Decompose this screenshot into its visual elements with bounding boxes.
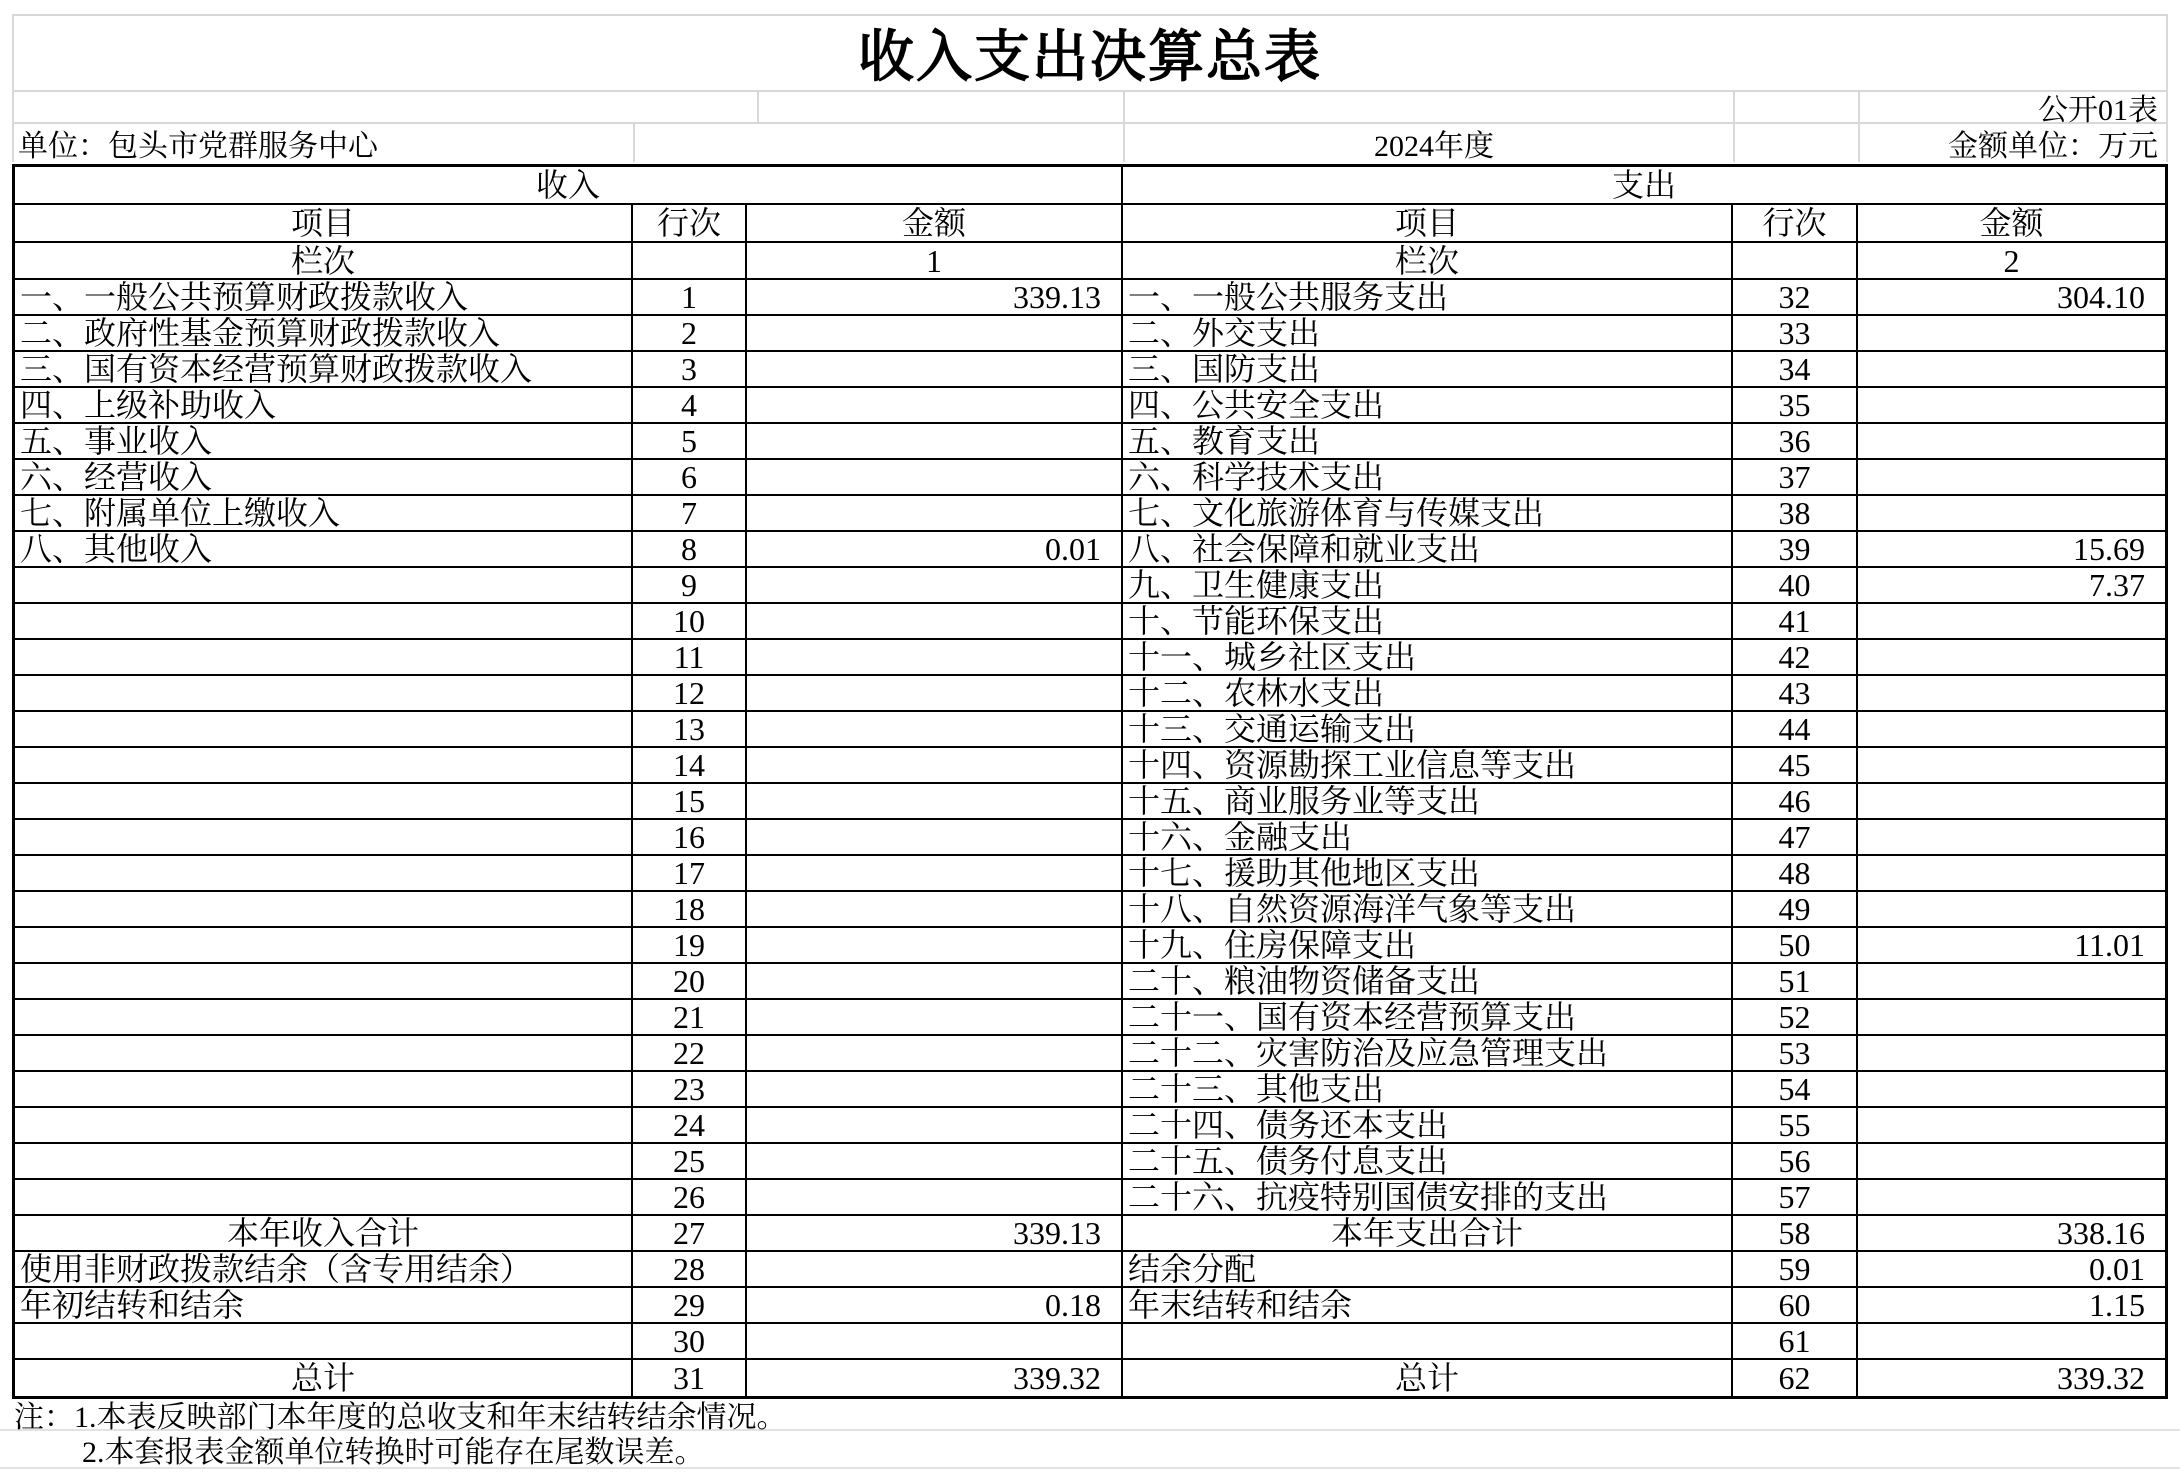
expense-rowno-cell: 53: [1733, 1036, 1858, 1072]
expense-item-cell: 八、社会保障和就业支出: [1123, 532, 1733, 568]
income-rowno-cell: 30: [633, 1324, 747, 1360]
income-rowno-cell: 28: [633, 1252, 747, 1288]
expense-item-header: 项目: [1123, 205, 1733, 243]
expense-amount-cell: [1858, 388, 2165, 424]
income-rowno-cell: 3: [633, 352, 747, 388]
expense-rowno-cell: 46: [1733, 784, 1858, 820]
income-rowno-cell: 22: [633, 1036, 747, 1072]
income-amount-cell: [747, 640, 1123, 676]
income-item-cell: 二、政府性基金预算财政拨款收入: [15, 316, 633, 352]
expense-amount-cell: [1858, 1108, 2165, 1144]
expense-amount-cell: 0.01: [1858, 1252, 2165, 1288]
income-section-header: 收入: [15, 167, 1123, 205]
income-rowno-cell: 8: [633, 532, 747, 568]
sheet-header: [12, 14, 2168, 162]
expense-amount-cell: [1858, 1180, 2165, 1216]
expense-amount-cell: 7.37: [1858, 568, 2165, 604]
income-amount-cell: [747, 424, 1123, 460]
expense-band-label: 栏次: [1123, 243, 1733, 280]
income-amount-cell: [747, 352, 1123, 388]
expense-rowno-cell: 32: [1733, 280, 1858, 316]
gridline: [757, 92, 759, 122]
expense-item-cell: 十一、城乡社区支出: [1123, 640, 1733, 676]
income-item-cell: 五、事业收入: [15, 424, 633, 460]
income-amount-cell: [747, 712, 1123, 748]
expense-item-cell: 三、国防支出: [1123, 352, 1733, 388]
expense-item-cell: 十六、金融支出: [1123, 820, 1733, 856]
expense-rowno-cell: 49: [1733, 892, 1858, 928]
income-band-empty-cell: [633, 243, 747, 280]
expense-item-cell: [1123, 1324, 1733, 1360]
income-item-cell: 一、一般公共预算财政拨款收入: [15, 280, 633, 316]
income-item-cell: 本年收入合计: [15, 1216, 633, 1252]
expense-item-cell: 二十一、国有资本经营预算支出: [1123, 1000, 1733, 1036]
expense-rowno-cell: 56: [1733, 1144, 1858, 1180]
expense-rowno-cell: 47: [1733, 820, 1858, 856]
income-amount-cell: [747, 388, 1123, 424]
expense-amount-cell: [1858, 604, 2165, 640]
expense-amount-cell: [1858, 748, 2165, 784]
income-rowno-cell: 6: [633, 460, 747, 496]
expense-col-index: 2: [1858, 243, 2165, 280]
income-amount-cell: [747, 460, 1123, 496]
income-item-cell: 年初结转和结余: [15, 1288, 633, 1324]
income-amount-header: 金额: [747, 205, 1123, 243]
income-amount-cell: [747, 748, 1123, 784]
expense-amount-cell: [1858, 424, 2165, 460]
expense-rowno-cell: 58: [1733, 1216, 1858, 1252]
expense-rowno-cell: 59: [1733, 1252, 1858, 1288]
income-item-header: 项目: [15, 205, 633, 243]
expense-rowno-cell: 45: [1733, 748, 1858, 784]
income-amount-cell: [747, 928, 1123, 964]
expense-rowno-cell: 62: [1733, 1360, 1858, 1396]
income-item-cell: [15, 748, 633, 784]
expense-item-cell: 十八、自然资源海洋气象等支出: [1123, 892, 1733, 928]
income-rowno-cell: 31: [633, 1360, 747, 1396]
income-item-cell: 总计: [15, 1360, 633, 1396]
income-rowno-cell: 10: [633, 604, 747, 640]
income-rowno-cell: 7: [633, 496, 747, 532]
expense-rowno-cell: 39: [1733, 532, 1858, 568]
expense-rowno-cell: 61: [1733, 1324, 1858, 1360]
income-item-cell: [15, 820, 633, 856]
expense-section-header: 支出: [1123, 167, 2165, 205]
expense-amount-cell: 304.10: [1858, 280, 2165, 316]
income-rowno-cell: 1: [633, 280, 747, 316]
income-item-cell: [15, 1036, 633, 1072]
expense-band-empty-cell: [1733, 243, 1858, 280]
income-rowno-cell: 17: [633, 856, 747, 892]
income-rowno-cell: 16: [633, 820, 747, 856]
note-text-1: 注：1.本表反映部门本年度的总收支和年末结转结余情况。: [14, 1401, 787, 1434]
expense-amount-cell: [1858, 1072, 2165, 1108]
expense-item-cell: 二十二、灾害防治及应急管理支出: [1123, 1036, 1733, 1072]
income-amount-cell: [747, 964, 1123, 1000]
expense-rowno-cell: 34: [1733, 352, 1858, 388]
gridline: [1123, 92, 1125, 122]
income-amount-cell: [747, 496, 1123, 532]
income-item-cell: 七、附属单位上缴收入: [15, 496, 633, 532]
income-amount-cell: [747, 892, 1123, 928]
amount-unit: 金额单位：万元: [1948, 130, 2158, 163]
expense-item-cell: 十五、商业服务业等支出: [1123, 784, 1733, 820]
income-item-cell: 八、其他收入: [15, 532, 633, 568]
income-rowno-cell: 18: [633, 892, 747, 928]
expense-item-cell: 十二、农林水支出: [1123, 676, 1733, 712]
income-amount-cell: [747, 820, 1123, 856]
income-item-cell: [15, 640, 633, 676]
expense-rowno-cell: 55: [1733, 1108, 1858, 1144]
notes: [0, 1399, 2180, 1469]
income-item-cell: 四、上级补助收入: [15, 388, 633, 424]
income-amount-cell: [747, 604, 1123, 640]
expense-amount-cell: [1858, 496, 2165, 532]
income-item-cell: 六、经营收入: [15, 460, 633, 496]
expense-rowno-cell: 35: [1733, 388, 1858, 424]
income-rowno-cell: 26: [633, 1180, 747, 1216]
expense-amount-cell: 338.16: [1858, 1216, 2165, 1252]
expense-amount-cell: [1858, 892, 2165, 928]
expense-item-cell: 年末结转和结余: [1123, 1288, 1733, 1324]
expense-amount-cell: [1858, 1144, 2165, 1180]
income-amount-cell: [747, 784, 1123, 820]
expense-amount-cell: [1858, 1324, 2165, 1360]
expense-amount-cell: [1858, 640, 2165, 676]
expense-amount-cell: [1858, 460, 2165, 496]
main-table: [12, 164, 2168, 1399]
gridline: [1858, 92, 1860, 122]
expense-item-cell: 十四、资源勘探工业信息等支出: [1123, 748, 1733, 784]
expense-item-cell: 十七、援助其他地区支出: [1123, 856, 1733, 892]
expense-amount-cell: 339.32: [2057, 1360, 2145, 1396]
income-item-cell: [15, 1180, 633, 1216]
expense-rowno-cell: 33: [1733, 316, 1858, 352]
expense-item-cell: 十、节能环保支出: [1123, 604, 1733, 640]
income-item-cell: 使用非财政拨款结余（含专用结余）: [15, 1252, 633, 1288]
income-item-cell: [15, 712, 633, 748]
gridline: [633, 124, 635, 162]
income-amount-cell: [747, 856, 1123, 892]
income-rowno-header: 行次: [633, 205, 747, 243]
income-amount-cell: [747, 1036, 1123, 1072]
expense-item-cell: 一、一般公共服务支出: [1123, 280, 1733, 316]
expense-rowno-cell: 43: [1733, 676, 1858, 712]
expense-amount-cell: [1858, 1036, 2165, 1072]
expense-amount-cell: [1858, 964, 2165, 1000]
meta-row: [14, 124, 2166, 162]
income-rowno-cell: 5: [633, 424, 747, 460]
expense-rowno-cell: 44: [1733, 712, 1858, 748]
income-rowno-cell: 25: [633, 1144, 747, 1180]
income-item-cell: [15, 568, 633, 604]
income-amount-cell: [747, 1180, 1123, 1216]
income-item-cell: [15, 604, 633, 640]
gridline: [1733, 92, 1735, 122]
income-item-cell: [15, 1000, 633, 1036]
expense-rowno-cell: 36: [1733, 424, 1858, 460]
income-item-cell: 三、国有资本经营预算财政拨款收入: [15, 352, 633, 388]
income-item-cell: [15, 892, 633, 928]
expense-item-cell: 本年支出合计: [1123, 1216, 1733, 1252]
expense-rowno-cell: 41: [1733, 604, 1858, 640]
income-amount-cell: 339.13: [747, 280, 1123, 316]
income-rowno-cell: 11: [633, 640, 747, 676]
income-rowno-cell: 20: [633, 964, 747, 1000]
expense-rowno-cell: 60: [1733, 1288, 1858, 1324]
income-rowno-cell: 19: [633, 928, 747, 964]
expense-item-cell: 总计: [1123, 1360, 1733, 1396]
expense-item-cell: 七、文化旅游体育与传媒支出: [1123, 496, 1733, 532]
expense-rowno-cell: 42: [1733, 640, 1858, 676]
expense-rowno-cell: 38: [1733, 496, 1858, 532]
expense-amount-cell: [1858, 784, 2165, 820]
table-code: 公开01表: [2038, 94, 2158, 127]
expense-rowno-cell: 37: [1733, 460, 1858, 496]
expense-amount-cell: [1858, 676, 2165, 712]
income-item-cell: [15, 1324, 633, 1360]
income-rowno-cell: 4: [633, 388, 747, 424]
expense-item-cell: 十九、住房保障支出: [1123, 928, 1733, 964]
income-amount-cell: 339.32: [747, 1360, 1123, 1396]
expense-rowno-cell: 48: [1733, 856, 1858, 892]
income-rowno-cell: 9: [633, 568, 747, 604]
income-item-cell: [15, 964, 633, 1000]
income-band-label: 栏次: [15, 243, 633, 280]
title-row: [14, 16, 2166, 92]
expense-rowno-cell: 50: [1733, 928, 1858, 964]
income-rowno-cell: 12: [633, 676, 747, 712]
income-amount-cell: 0.18: [747, 1288, 1123, 1324]
income-rowno-cell: 2: [633, 316, 747, 352]
expense-item-cell: 二、外交支出: [1123, 316, 1733, 352]
expense-item-cell: 二十六、抗疫特别国债安排的支出: [1123, 1180, 1733, 1216]
expense-amount-cell: 1.15: [1858, 1288, 2165, 1324]
expense-item-cell: 四、公共安全支出: [1123, 388, 1733, 424]
fiscal-year: 2024年度: [1374, 130, 1494, 163]
expense-rowno-cell: 54: [1733, 1072, 1858, 1108]
income-item-cell: [15, 1108, 633, 1144]
expense-item-cell: 二十五、债务付息支出: [1123, 1144, 1733, 1180]
income-amount-cell: 339.13: [747, 1216, 1123, 1252]
income-rowno-cell: 13: [633, 712, 747, 748]
expense-rowno-cell: 51: [1733, 964, 1858, 1000]
income-item-cell: [15, 676, 633, 712]
expense-item-cell: 结余分配: [1123, 1252, 1733, 1288]
expense-item-cell: 六、科学技术支出: [1123, 460, 1733, 496]
table-code-row: [14, 92, 2166, 127]
expense-item-cell: 十三、交通运输支出: [1123, 712, 1733, 748]
expense-item-cell: 二十三、其他支出: [1123, 1072, 1733, 1108]
expense-amount-cell: 11.01: [1858, 928, 2165, 964]
expense-item-cell: 二十、粮油物资储备支出: [1123, 964, 1733, 1000]
income-amount-cell: [747, 1072, 1123, 1108]
income-item-cell: [15, 856, 633, 892]
expense-rowno-cell: 57: [1733, 1180, 1858, 1216]
income-amount-cell: [747, 1108, 1123, 1144]
expense-amount-cell: [1858, 352, 2165, 388]
income-item-cell: [15, 1144, 633, 1180]
income-rowno-cell: 24: [633, 1108, 747, 1144]
income-amount-cell: [747, 568, 1123, 604]
expense-amount-cell: [1858, 856, 2165, 892]
income-rowno-cell: 23: [633, 1072, 747, 1108]
income-rowno-cell: 27: [633, 1216, 747, 1252]
income-rowno-cell: 15: [633, 784, 747, 820]
expense-amount-cell: [1858, 316, 2165, 352]
income-col-index: 1: [747, 243, 1123, 280]
income-amount-cell: [747, 316, 1123, 352]
income-item-cell: [15, 784, 633, 820]
note-text-2: 2.本套报表金额单位转换时可能存在尾数误差。: [82, 1436, 705, 1469]
income-amount-cell: [747, 1000, 1123, 1036]
expense-item-cell: 五、教育支出: [1123, 424, 1733, 460]
income-amount-cell: [747, 1252, 1123, 1288]
income-rowno-cell: 21: [633, 1000, 747, 1036]
expense-amount-header: 金额: [1858, 205, 2165, 243]
expense-rowno-cell: 40: [1733, 568, 1858, 604]
income-amount-cell: [747, 1144, 1123, 1180]
page-title: 收入支出决算总表: [858, 27, 1322, 89]
expense-rowno-cell: 52: [1733, 1000, 1858, 1036]
expense-amount-cell: [1858, 820, 2165, 856]
expense-amount-cell: [1858, 712, 2165, 748]
income-item-cell: [15, 1072, 633, 1108]
note-line-2: [0, 1431, 2180, 1469]
expense-amount-cell: [1858, 1000, 2165, 1036]
expense-item-cell: 九、卫生健康支出: [1123, 568, 1733, 604]
income-rowno-cell: 14: [633, 748, 747, 784]
income-amount-cell: 0.01: [747, 532, 1123, 568]
gridline: [1858, 124, 1860, 162]
income-amount-cell: [747, 676, 1123, 712]
income-amount-cell: [747, 1324, 1123, 1360]
income-item-cell: [15, 928, 633, 964]
expense-item-cell: 二十四、债务还本支出: [1123, 1108, 1733, 1144]
expense-amount-cell: 15.69: [1858, 532, 2165, 568]
expense-rowno-header: 行次: [1733, 205, 1858, 243]
org-name: 单位：包头市党群服务中心: [18, 130, 378, 163]
income-rowno-cell: 29: [633, 1288, 747, 1324]
